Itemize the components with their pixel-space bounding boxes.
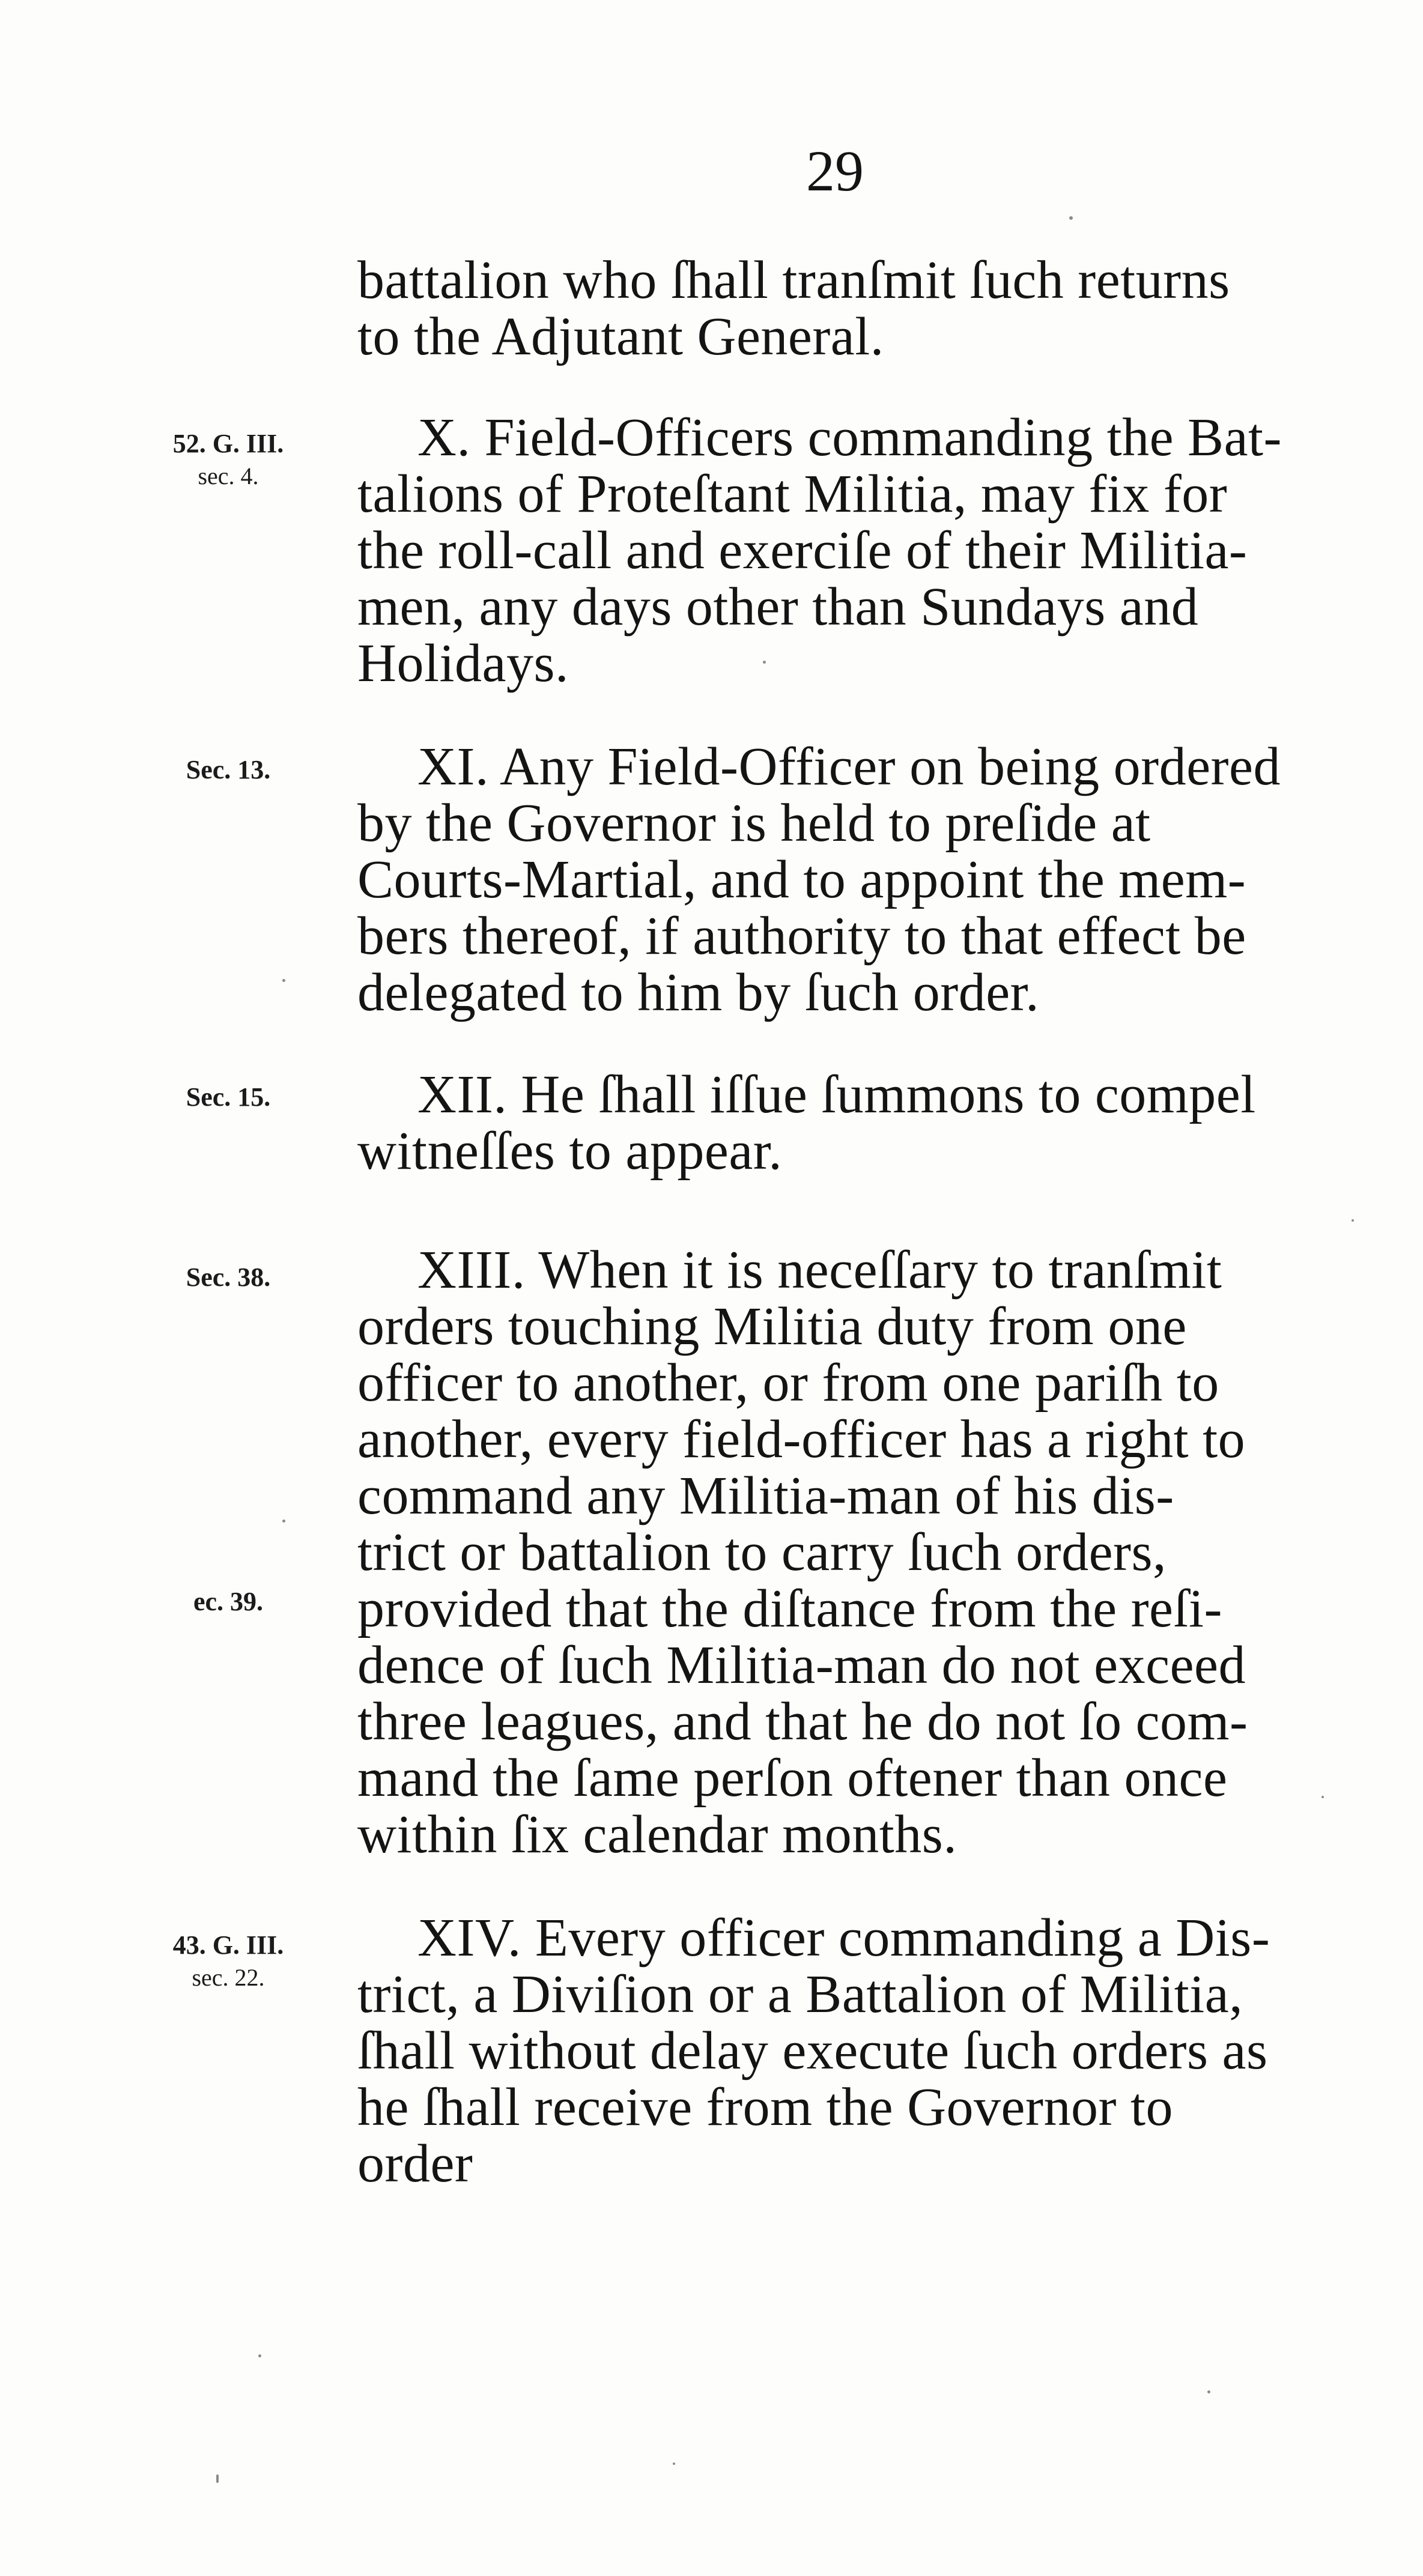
- text-line: trict, a Diviſion or a Battalion of Militia,: [357, 1965, 1243, 2024]
- paper-speck: [763, 661, 766, 664]
- margin-note-sec-38: [150, 1261, 306, 1294]
- paper-speck: [1207, 2390, 1210, 2393]
- margin-note-line: sec. 22.: [192, 1964, 265, 1991]
- text-line: Courts-Martial, and to appoint the mem-: [357, 850, 1246, 909]
- margin-note-line: sec. 4.: [198, 462, 259, 489]
- text-line: ſhall without delay execute ſuch orders as: [357, 2021, 1268, 2080]
- margin-note-line: ec. 39.: [193, 1587, 264, 1616]
- paragraph-xi: [357, 739, 1309, 1021]
- margin-note-52-g-iii: [150, 428, 306, 492]
- text-line: by the Governor is held to preſide at: [357, 793, 1151, 853]
- margin-note-sec-13: [150, 754, 306, 786]
- text-line: officer to another, or from one pariſh to: [357, 1353, 1219, 1413]
- paragraph-continuation: [357, 252, 1309, 365]
- margin-note-line: Sec. 13.: [186, 755, 271, 784]
- text-line: three leagues, and that he do not ſo com-: [357, 1692, 1248, 1751]
- text-line: bers thereof, if authority to that effect be: [357, 906, 1246, 966]
- paper-speck: [258, 2354, 261, 2357]
- text-line: mand the ſame perſon oftener than once: [357, 1748, 1228, 1808]
- page-number: 29: [806, 139, 864, 203]
- text-line: trict or battalion to carry ſuch orders,: [357, 1523, 1167, 1582]
- paper-speck: [1352, 1219, 1354, 1222]
- margin-note-line: 52. G. III.: [172, 429, 284, 458]
- paper-speck: [282, 1520, 285, 1523]
- paragraph-xiii: [357, 1242, 1309, 1863]
- paper-speck: [1321, 1796, 1324, 1798]
- paper-speck: [673, 2462, 675, 2465]
- paper-speck: [282, 979, 285, 982]
- text-line: talions of Proteſtant Militia, may fix for: [357, 464, 1228, 524]
- paragraph-xiv: [357, 1910, 1309, 2192]
- text-line: XII. He ſhall iſſue ſummons to compel: [417, 1065, 1256, 1124]
- text-line: X. Field-Officers commanding the Bat-: [417, 408, 1282, 467]
- margin-note-43-g-iii: [150, 1929, 306, 1994]
- margin-note-line: Sec. 38.: [186, 1262, 271, 1292]
- text-line: another, every field-officer has a right to: [357, 1410, 1246, 1469]
- text-line: delegated to him by ſuch order.: [357, 963, 1040, 1022]
- text-line: provided that the diſtance from the reſi-: [357, 1579, 1222, 1638]
- paragraph-x: [357, 410, 1309, 692]
- text-line: the roll-call and exerciſe of their Militia-: [357, 521, 1248, 580]
- text-line: he ſhall receive from the Governor to: [357, 2077, 1173, 2137]
- margin-note-sec-39: [150, 1586, 306, 1618]
- text-line: men, any days other than Sundays and: [357, 577, 1199, 637]
- text-line: orders touching Militia duty from one: [357, 1297, 1187, 1356]
- text-line: dence of ſuch Militia-man do not exceed: [357, 1635, 1246, 1695]
- margin-note-line: Sec. 15.: [186, 1082, 271, 1112]
- paper-speck: [216, 2474, 219, 2483]
- text-line: battalion who ſhall tranſmit ſuch returns: [357, 250, 1230, 310]
- paragraph-xii: [357, 1067, 1309, 1180]
- text-line: XI. Any Field-Officer on being ordered: [417, 737, 1281, 796]
- margin-note-sec-15: [150, 1081, 306, 1114]
- text-line: within ſix calendar months.: [357, 1805, 957, 1864]
- text-line: Holidays.: [357, 634, 569, 693]
- text-line: witneſſes to appear.: [357, 1121, 783, 1181]
- catchword: order: [357, 2134, 473, 2193]
- margin-note-line: 43. G. III.: [172, 1930, 284, 1960]
- text-line: XIV. Every officer commanding a Dis-: [417, 1908, 1270, 1968]
- text-line: XIII. When it is neceſſary to tranſmit: [417, 1240, 1222, 1300]
- text-line: to the Adjutant General.: [357, 307, 884, 366]
- text-line: command any Militia-man of his dis-: [357, 1466, 1174, 1526]
- paper-speck: [1069, 216, 1073, 220]
